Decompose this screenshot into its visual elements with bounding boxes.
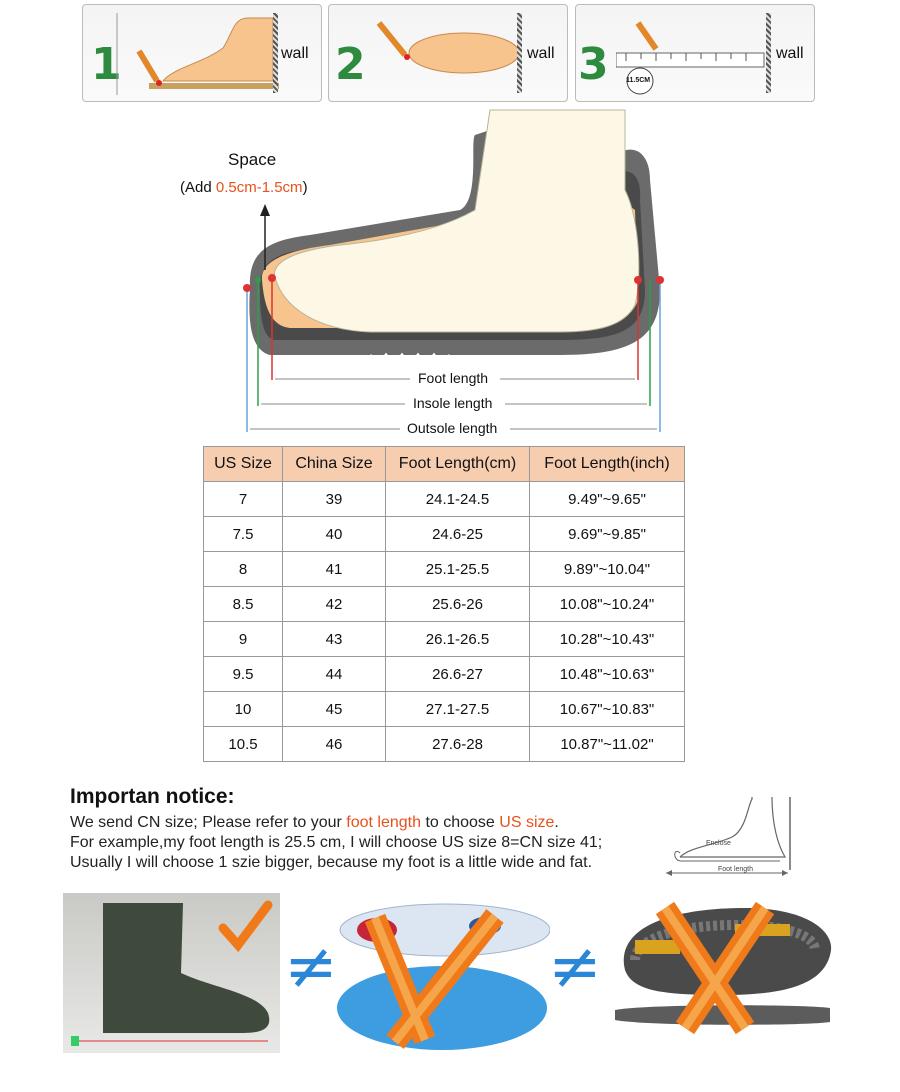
foot-cm-cell: 25.6-26 [386, 587, 530, 622]
space-add-note [180, 179, 308, 196]
notice-line-1-text-c: . [554, 814, 559, 831]
notice-line-3: Usually I will choose 1 szie bigger, because my foot is a little wide and fat. [70, 854, 593, 871]
table-row [204, 622, 685, 657]
foot-inch-cell: 10.87"~11.02" [530, 727, 685, 762]
foot-cm-cell: 26.1-26.5 [386, 622, 530, 657]
wall-hatch [273, 13, 278, 93]
foot-inch-cell: 9.49"~9.65" [530, 482, 685, 517]
us-size-cell: 9.5 [204, 657, 283, 692]
wall-hatch [766, 13, 771, 93]
us-size-cell: 8 [204, 552, 283, 587]
step-number: 1 [91, 39, 122, 90]
step-number: 3 [578, 39, 609, 90]
china-size-cell: 46 [283, 727, 386, 762]
header-foot-length-cm: Foot Length(cm) [386, 447, 530, 482]
us-size-cell: 10.5 [204, 727, 283, 762]
us-size-cell: 7.5 [204, 517, 283, 552]
china-size-cell: 39 [283, 482, 386, 517]
foot-inch-cell: 10.28"~10.43" [530, 622, 685, 657]
notice-line-1-text-a: We send CN size; Please refer to your [70, 814, 347, 831]
notice-highlight-us-size: US size [499, 814, 555, 831]
foot-inch-cell: 10.48"~10.63" [530, 657, 685, 692]
us-size-cell: 7 [204, 482, 283, 517]
foot-cm-cell: 27.6-28 [386, 727, 530, 762]
us-size-cell: 10 [204, 692, 283, 727]
foot-cm-cell: 26.6-27 [386, 657, 530, 692]
foot-inch-cell: 10.08"~10.24" [530, 587, 685, 622]
step-panel-3 [575, 4, 815, 102]
foot-side-illustration [113, 13, 283, 95]
step-panel-2 [328, 4, 568, 102]
foot-length-label: Foot length [418, 370, 489, 386]
insole-illustration [335, 900, 550, 1055]
step-number: 2 [335, 39, 366, 90]
table-row [204, 727, 685, 762]
wall-label: wall [281, 45, 309, 62]
wall-hatch [517, 13, 522, 93]
space-add-value: 0.5cm-1.5cm [215, 179, 303, 196]
notice-line-2: For example,my foot length is 25.5 cm, I will choose US size 8=CN size 41; [70, 834, 603, 851]
not-equal-icon: ≠ [284, 930, 338, 1004]
outsole-illustration [605, 900, 835, 1035]
wall-label: wall [527, 45, 555, 62]
china-size-cell: 40 [283, 517, 386, 552]
table-row [204, 482, 685, 517]
us-size-cell: 9 [204, 622, 283, 657]
foot-model-illustration [63, 893, 280, 1053]
notice-highlight-foot-length: foot length [346, 814, 421, 831]
space-title: Space [228, 150, 277, 169]
table-header-row [204, 447, 685, 482]
foot-top-illustration [369, 15, 519, 93]
sketch-enclose-label: Enclose [706, 840, 731, 847]
shoe-cross-section-diagram [230, 100, 680, 445]
table-row [204, 587, 685, 622]
header-us-size: US Size [204, 447, 283, 482]
us-size-cell: 8.5 [204, 587, 283, 622]
notice-line-1-text-b: to choose [421, 814, 500, 831]
table-row [204, 657, 685, 692]
header-foot-length-inch: Foot Length(inch) [530, 447, 685, 482]
step-panel-1 [82, 4, 322, 102]
foot-cm-cell: 24.1-24.5 [386, 482, 530, 517]
foot-cm-cell: 25.1-25.5 [386, 552, 530, 587]
china-size-cell: 45 [283, 692, 386, 727]
table-row [204, 692, 685, 727]
size-chart-table [203, 446, 685, 762]
insole-length-label: Insole length [413, 395, 493, 411]
wall-label: wall [776, 45, 804, 62]
table-row [204, 552, 685, 587]
foot-model-photo [63, 893, 280, 1053]
foot-cm-cell: 27.1-27.5 [386, 692, 530, 727]
outsole-length-label: Outsole length [407, 420, 498, 436]
measurement-badge: 11.5CM [626, 77, 651, 84]
space-add-suffix: ) [302, 179, 308, 196]
china-size-cell: 43 [283, 622, 386, 657]
sketch-foot-length-label: Foot length [718, 866, 754, 873]
china-size-cell: 42 [283, 587, 386, 622]
foot-inch-cell: 10.67"~10.83" [530, 692, 685, 727]
notice-line-1 [70, 814, 559, 832]
foot-inch-cell: 9.89"~10.04" [530, 552, 685, 587]
foot-inch-cell: 9.69"~9.85" [530, 517, 685, 552]
notice-title: Importan notice: [70, 785, 235, 808]
space-add-prefix: (Add [180, 179, 216, 196]
china-size-cell: 41 [283, 552, 386, 587]
not-equal-icon: ≠ [548, 930, 602, 1004]
foot-cm-cell: 24.6-25 [386, 517, 530, 552]
header-china-size: China Size [283, 447, 386, 482]
table-row [204, 517, 685, 552]
china-size-cell: 44 [283, 657, 386, 692]
